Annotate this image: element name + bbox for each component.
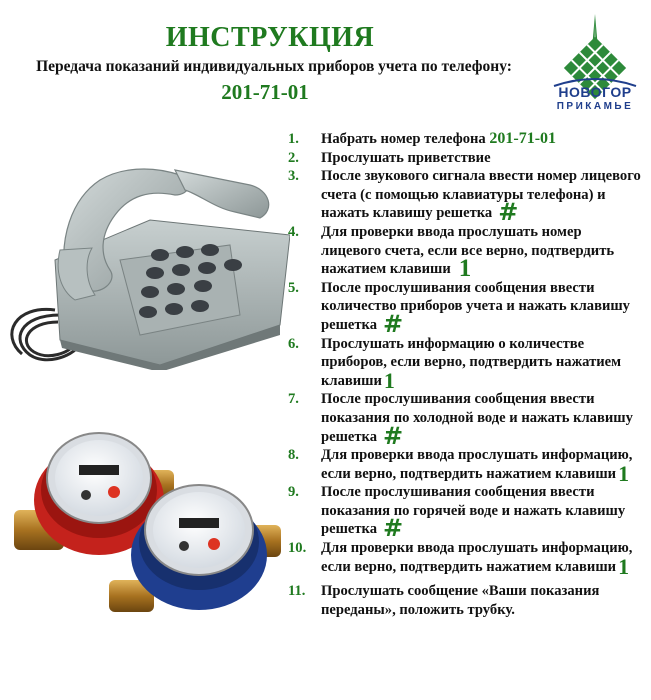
key-one-symbol: 1 <box>618 460 630 486</box>
water-meters-image <box>14 410 284 615</box>
logo-text-main: НОВОГОР <box>558 84 632 100</box>
hash-key-symbol: # <box>383 309 404 338</box>
step-4: 4. Для проверки ввода прослушать номер лицевого счета, если все верно, подтвердить нажатием клавиши 1 <box>288 223 615 283</box>
key-one-symbol: 1 <box>618 553 630 579</box>
step-5: 5. После прослушивания сообщения ввести количество приборов учета и нажать клавишу решетка # <box>288 279 630 338</box>
step-3: 3. После звукового сигнала ввести номер лицевого счета (с помощью клавиатуры телефона) и нажать клавишу решетка # <box>288 168 641 227</box>
step-9: 9. После прослушивания сообщения ввести показания по горячей воде и нажать клавишу решетка # <box>288 484 626 543</box>
step-6: 6. Прослушать информацию о количестве приборов, если верно, подтвердить нажатием клавиши1 <box>288 335 622 393</box>
step-1: 1. Набрать номер телефона 201-71-01 <box>288 130 557 147</box>
hash-key-symbol: # <box>383 514 404 543</box>
telephone-image <box>0 140 290 370</box>
phone-number: 201-71-01 <box>221 80 309 104</box>
key-one-symbol: 1 <box>458 255 472 283</box>
page-title: ИНСТРУКЦИЯ <box>165 22 375 53</box>
hash-key-symbol: # <box>498 198 519 227</box>
step-11: 11. Прослушать сообщение «Ваши показания переданы», положить трубку. <box>288 583 600 618</box>
step-10: 10. Для проверки ввода прослушать информацию, если верно, подтвердить нажатием клавиши1 <box>288 540 633 579</box>
step-1-phone: 201-71-01 <box>489 130 557 147</box>
step-8: 8. Для проверки ввода прослушать информацию, если верно, подтвердить нажатием клавиши1 <box>288 447 633 486</box>
key-one-symbol: 1 <box>383 367 395 393</box>
logo-text-sub: ПРИКАМЬЕ <box>556 101 634 112</box>
subtitle: Передача показаний индивидуальных приборов учета по телефону: <box>36 58 512 75</box>
step-7: 7. После прослушивания сообщения ввести показания по холодной воде и нажать клавишу решетка # <box>288 391 633 450</box>
hash-key-symbol: # <box>383 421 404 450</box>
step-2: 2. Прослушать приветствие <box>288 149 491 166</box>
instruction-steps <box>284 130 644 619</box>
